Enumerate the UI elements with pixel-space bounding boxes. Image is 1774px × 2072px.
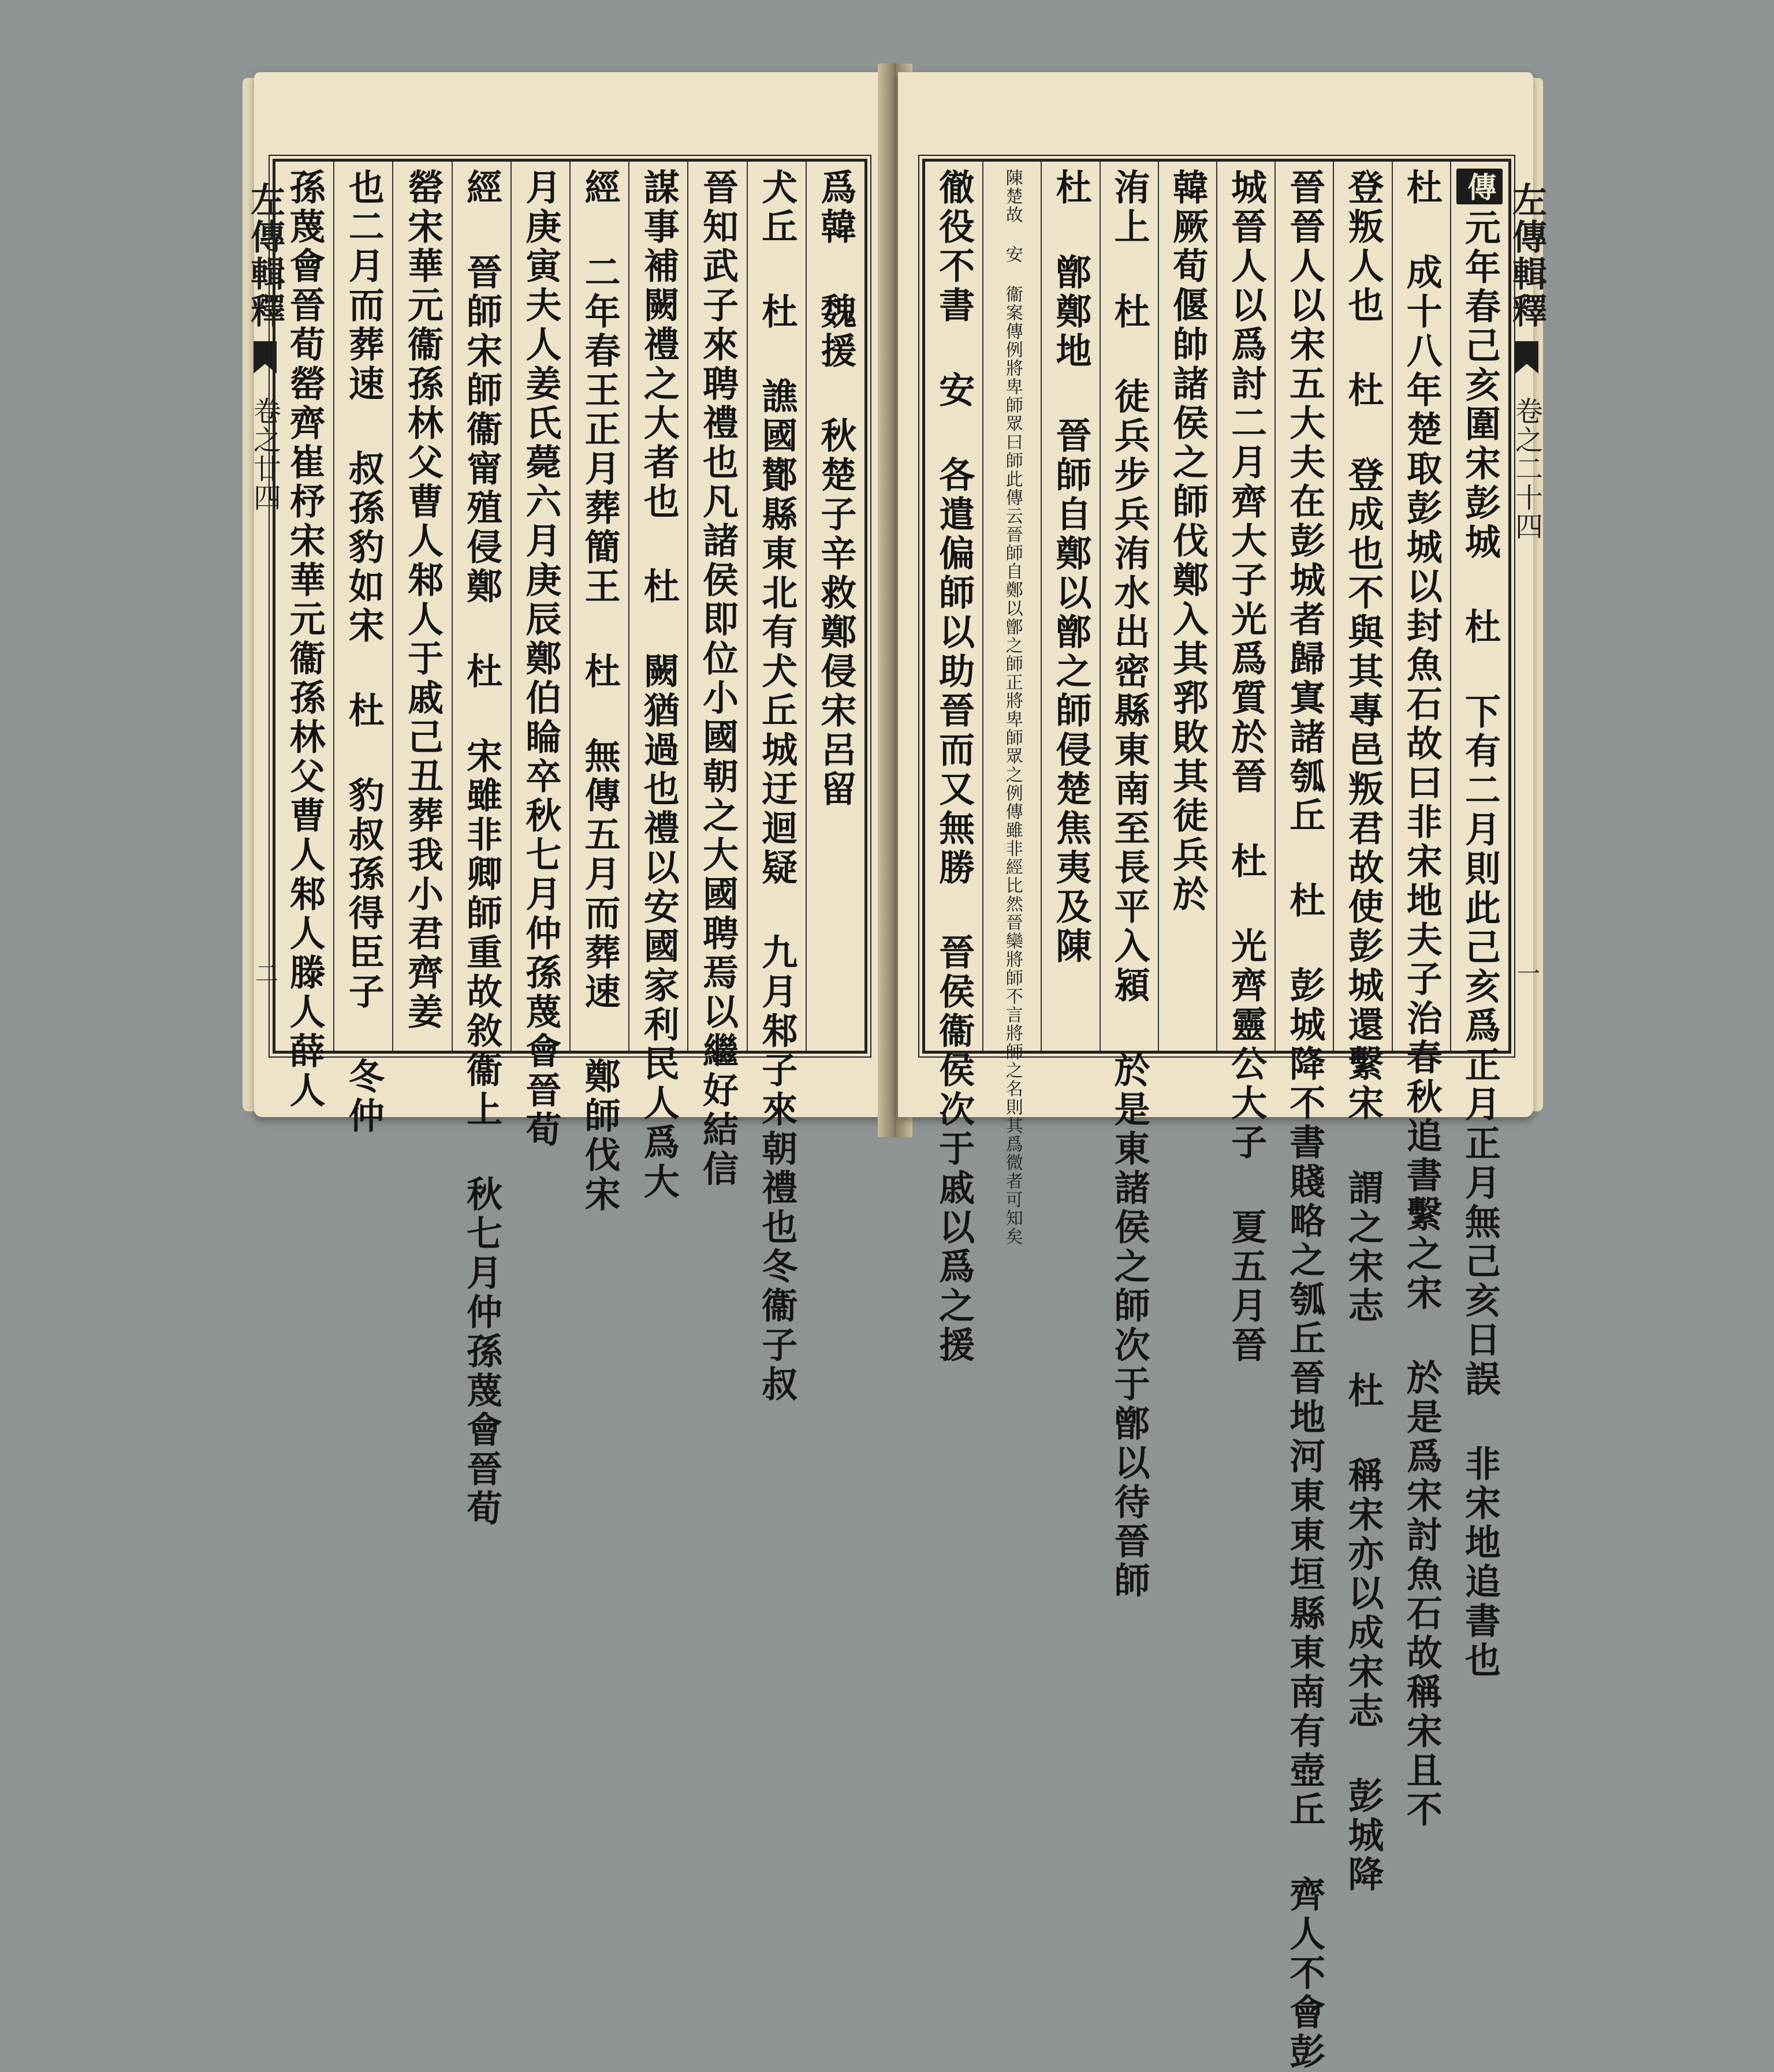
right-columns <box>925 162 1508 2072</box>
column-text: 謀事補闕禮之大者也 杜 闕猶過也禮以安國家利民人爲大 <box>638 169 680 1202</box>
left-margin-title: 左傳輯釋 <box>245 182 285 330</box>
column-text: 徹役不書 安 各遣偏師以助晉而又無勝 晉侯衞侯次于戚以爲之援 <box>933 169 975 1365</box>
left-columns <box>275 162 864 1529</box>
column-text: 也二月而葬速 叔孫豹如宋 杜 豹叔孫得臣子 冬仲 <box>342 169 385 1136</box>
right-volume-label: 卷之二十四 <box>1510 397 1543 541</box>
text-column <box>1333 162 1391 1895</box>
right-text-frame <box>922 159 1511 2072</box>
text-column <box>275 162 333 1111</box>
text-column <box>747 162 806 1405</box>
commentary-marker: 傳 <box>1456 169 1503 204</box>
column-text: 犬丘 杜 譙國鄼縣東北有犬丘城迂迴疑 九月邾子來朝禮也冬衞子叔 <box>755 169 798 1405</box>
left-page <box>245 72 889 1529</box>
column-text: 孫蔑會晉荀罃齊崔杼宋華元衞孫林父曹人邾人滕人薛人 <box>284 169 326 1111</box>
column-text: 晉晉人以宋五大夫在彭城者歸寘諸瓠丘 杜 彭城降不書賤略之瓠丘晉地河東東垣縣東南有壺丘 齊人不會彭 <box>1283 169 1326 2072</box>
column-text: 杜 成十八年楚取彭城以封魚石故曰非宋地夫子治春秋追書繫之宋 於是爲宋討魚石故稱宋且不 <box>1400 169 1443 1830</box>
text-column <box>806 162 864 1051</box>
column-text: 城晉人以爲討二月齊大子光爲質於晉 杜 光齊靈公大子 夏五月晉 <box>1225 169 1268 1365</box>
column-text: 月庚寅夫人姜氏薨六月庚辰鄭伯睔卒秋七月仲孫蔑會晉荀 <box>519 169 562 1150</box>
text-column <box>925 162 982 1365</box>
left-folio-number: 二 <box>251 961 278 984</box>
text-column <box>1100 162 1158 1601</box>
right-margin-title: 左傳輯釋 <box>1507 182 1547 330</box>
column-text: 杜 鄫鄭地 晉師自鄭以鄫之師侵楚焦夷及陳 <box>1049 169 1092 966</box>
column-text: 經 二年春王正月葬簡王 杜 無傳五月而葬速 鄭師伐宋 <box>579 169 621 1215</box>
text-column <box>687 162 746 1189</box>
text-column <box>1450 162 1508 1681</box>
column-text: 陳楚故 安 衞案傳例將卑師眾曰師此傳云晉師自鄭以鄫之師正將卑師眾之例傳雖非經比然晉欒將師不言將師之名則其爲微者可知矣 <box>1002 169 1023 1246</box>
fish-tail-ornament <box>1515 341 1538 374</box>
text-column <box>1274 162 1333 2072</box>
text-column <box>452 162 510 1529</box>
column-text: 元年春己亥圍宋彭城 杜 下有二月則此己亥爲正月正月無己亥日誤 非宋地追書也 <box>1459 209 1501 1681</box>
text-column <box>569 162 628 1215</box>
column-text: 罃宋華元衞孫林父曹人邾人于戚己丑葬我小君齊姜 <box>401 169 444 1032</box>
text-column <box>982 162 1041 1246</box>
right-page <box>898 72 1547 2072</box>
text-column <box>1158 162 1216 1051</box>
left-text-frame <box>273 159 867 1529</box>
right-folio-number: 一 <box>1513 961 1540 984</box>
text-column <box>333 162 392 1136</box>
text-column <box>628 162 687 1202</box>
column-text: 晉知武子來聘禮也凡諸侯即位小國朝之大國聘焉以繼好結信 <box>696 169 739 1189</box>
text-column <box>1041 162 1099 1051</box>
text-column <box>510 162 569 1150</box>
left-volume-label: 卷之廿四 <box>248 397 281 512</box>
column-text: 洧上 杜 徒兵步兵洧水出密縣東南至長平入潁 於是東諸侯之師次于鄫以待晉師 <box>1108 169 1151 1601</box>
text-column <box>1392 162 1450 1830</box>
column-text: 經 晉師宋師衞甯殖侵鄭 杜 宋雖非卿師重故敘衞上 秋七月仲孫蔑會晉荀 <box>460 169 503 1529</box>
column-text: 登叛人也 杜 登成也不與其專邑叛君故使彭城還繫宋 謂之宋志 杜 稱宋亦以成宋志 彭城降 <box>1341 169 1384 1895</box>
column-text: 韓厥荀偃帥諸侯之師伐鄭入其郛敗其徒兵於 <box>1166 169 1209 914</box>
open-book <box>243 64 1547 2072</box>
text-column <box>392 162 451 1051</box>
column-text: 爲韓 魏援 秋楚子辛救鄭侵宋呂留 <box>814 169 857 809</box>
text-column <box>1216 162 1274 1365</box>
